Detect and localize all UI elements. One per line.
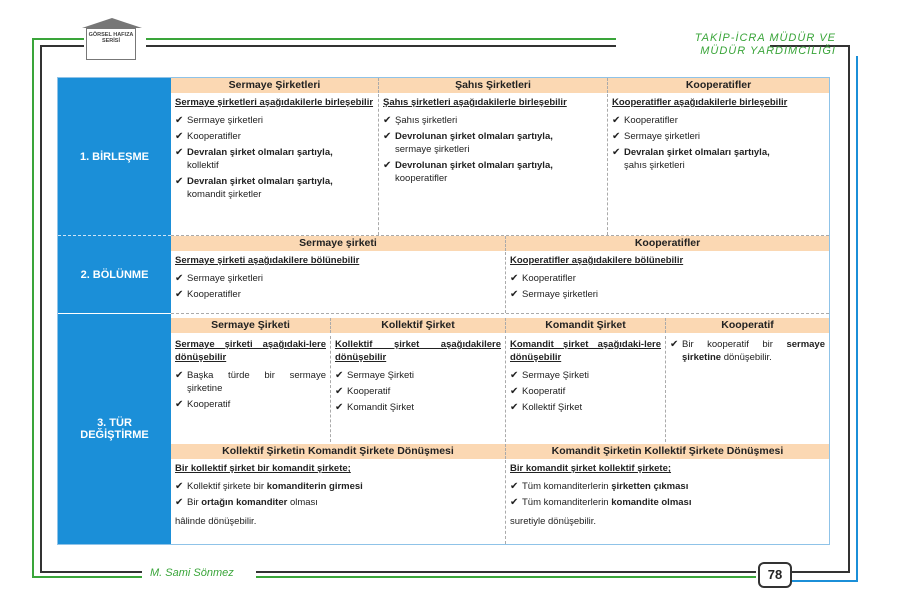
check-icon: ✔: [510, 386, 519, 397]
side-birlesme: [58, 78, 171, 236]
list-item: ✔ Devralan şirket olmaları şartıyla, şahıs şirketleri: [612, 147, 770, 171]
birlesme-sermaye-cell: [171, 94, 379, 235]
tur-label-1: 3. TÜR: [97, 417, 132, 429]
birlesme-header-sahis: Şahıs Şirketleri: [379, 78, 608, 93]
check-icon: ✔: [510, 273, 519, 284]
bolunme-sermaye-cell: [171, 252, 506, 313]
tur-sermaye-title: Sermaye şirketi aşağıdaki-lere dönüşebilir: [175, 339, 326, 363]
frame-green-left: [32, 38, 34, 578]
list-item: ✔ Başka türde bir sermaye şirketine: [175, 370, 326, 394]
tur-kooperatif-cell: [666, 336, 829, 442]
list-item: ✔ Tüm komanditerlerin şirketten çıkması: [510, 481, 689, 492]
check-icon: ✔: [383, 131, 392, 142]
tur-header-komandit: Komandit Şirket: [506, 318, 666, 333]
list-item: ✔ Kooperatifler: [510, 273, 576, 284]
list-item: ✔ Şahıs şirketleri: [383, 115, 458, 126]
list-item: ✔ Bir kooperatif bir sermaye şirketine dönüşebilir.: [670, 339, 825, 363]
tur-kollektif-komandit-cell: [171, 460, 506, 544]
frame-bottom-dark: [40, 571, 142, 573]
list-item: ✔ Kooperatifler: [175, 131, 241, 142]
birlesme-label: 1. BİRLEŞME: [79, 150, 150, 163]
bolunme-header-kooperatif: Kooperatifler: [506, 236, 829, 251]
frame-right-blue: [856, 56, 858, 582]
birlesme-kooperatif-title: Kooperatifler aşağıdakilerle birleşebilir: [612, 97, 788, 108]
header-title: [656, 32, 836, 58]
tur-header-kollektif-komandit: Kollektif Şirketin Komandit Şirkete Dönüşmesi: [171, 444, 506, 459]
check-icon: ✔: [175, 131, 184, 142]
side-tur: [58, 314, 171, 544]
main-table: [57, 77, 830, 545]
check-icon: ✔: [175, 273, 184, 284]
birlesme-sahis-title: Şahıs şirketleri aşağıdakilerle birleşebilir: [383, 97, 567, 108]
list-item: ✔ Kollektif şirkete bir komanditerin girmesi: [175, 481, 363, 492]
check-icon: ✔: [175, 497, 184, 508]
bolunme-header-sermaye: Sermaye şirketi: [171, 236, 506, 251]
tur-kollektif-komandit-title: Bir kollektif şirket bir komandit şirkete;: [175, 463, 351, 474]
check-icon: ✔: [175, 481, 184, 492]
frame-dark-left: [40, 45, 42, 573]
tur-komandit-kollektif-title: Bir komandit şirket kollektif şirkete;: [510, 463, 672, 474]
bolunme-sermaye-title: Sermaye şirketi aşağıdakilere bölünebilir: [175, 255, 360, 266]
check-icon: ✔: [383, 115, 392, 126]
frame-bottom-green: [32, 576, 142, 578]
page-number: 78: [758, 562, 792, 588]
list-item: ✔ Devrolunan şirket olmaları şartıyla, kooperatifler: [383, 160, 553, 184]
header-title-line2: MÜDÜR YARDIMCILIĞI: [700, 45, 836, 57]
birlesme-sahis-cell: [379, 94, 608, 235]
tur-komandit-title: Komandit şirket aşağıdaki-lere dönüşebilir: [510, 339, 661, 363]
check-icon: ✔: [510, 497, 519, 508]
author-name: M. Sami Sönmez: [150, 567, 234, 579]
check-icon: ✔: [175, 115, 184, 126]
check-icon: ✔: [335, 386, 344, 397]
list-item: ✔ Sermaye Şirketi: [335, 370, 415, 381]
check-icon: ✔: [510, 481, 519, 492]
list-item: ✔ Bir ortağın komanditer olması: [175, 497, 318, 508]
tur-header-kollektif: Kollektif Şirket: [331, 318, 506, 333]
check-icon: ✔: [175, 399, 184, 410]
birlesme-kooperatif-cell: [608, 94, 829, 235]
check-icon: ✔: [510, 289, 519, 300]
tur-header-komandit-kollektif: Komandit Şirketin Kollektif Şirkete Dönüşmesi: [506, 444, 829, 459]
list-item: ✔ Sermaye şirketleri: [612, 131, 701, 142]
side-bolunme: [58, 236, 171, 313]
header-title-line1: TAKİP-İCRA MÜDÜR VE: [694, 32, 836, 44]
tur-kollektif-komandit-end: hâlinde dönüşebilir.: [175, 516, 257, 527]
check-icon: ✔: [612, 131, 621, 142]
list-item: ✔ Kooperatifler: [175, 289, 241, 300]
list-item: ✔ Devrolunan şirket olmaları şartıyla, sermaye şirketleri: [383, 131, 553, 155]
bolunme-kooperatif-cell: [506, 252, 829, 313]
tur-sermaye-cell: [171, 336, 331, 442]
frame-bottom-dark-right: [256, 571, 756, 573]
tur-komandit-kollektif-cell: [506, 460, 829, 544]
list-item: ✔ Tüm komanditerlerin komandite olması: [510, 497, 692, 508]
check-icon: ✔: [670, 339, 679, 350]
list-item: ✔ Devralan şirket olmaları şartıyla, kollektif: [175, 147, 333, 171]
check-icon: ✔: [175, 176, 184, 187]
check-icon: ✔: [612, 115, 621, 126]
birlesme-header-kooperatif: Kooperatifler: [608, 78, 829, 93]
list-item: ✔ Kooperatif: [175, 399, 231, 410]
frame-right-dark: [848, 45, 850, 573]
frame-dark-top-right: [146, 45, 616, 47]
list-item: ✔ Kooperatifler: [612, 115, 678, 126]
frame-bottom-right: [790, 571, 850, 573]
list-item: ✔ Sermaye şirketleri: [175, 115, 264, 126]
tur-kollektif-title: Kollektif şirket aşağıdakilere dönüşebilir: [335, 339, 501, 363]
bolunme-label: 2. BÖLÜNME: [80, 268, 149, 281]
frame-dark-top: [40, 45, 84, 47]
tur-komandit-kollektif-end: suretiyle dönüşebilir.: [510, 516, 597, 527]
check-icon: ✔: [175, 147, 184, 158]
list-item: ✔ Sermaye şirketleri: [510, 289, 599, 300]
frame-green-top: [32, 38, 84, 40]
list-item: ✔ Sermaye şirketleri: [175, 273, 264, 284]
tur-header-kooperatif: Kooperatif: [666, 318, 829, 333]
list-item: ✔ Devralan şirket olmaları şartıyla, komandit şirketler: [175, 176, 333, 200]
list-item: ✔ Kollektif Şirket: [510, 402, 583, 413]
birlesme-header-sermaye: Sermaye Şirketleri: [171, 78, 379, 93]
birlesme-sermaye-title: Sermaye şirketleri aşağıdakilerle birleşebilir: [175, 97, 374, 108]
check-icon: ✔: [175, 289, 184, 300]
row-separator: [171, 313, 829, 314]
list-item: ✔ Sermaye Şirketi: [510, 370, 590, 381]
check-icon: ✔: [383, 160, 392, 171]
list-item: ✔ Kooperatif: [510, 386, 566, 397]
frame-bottom-green-right: [256, 576, 756, 578]
list-item: ✔ Kooperatif: [335, 386, 391, 397]
check-icon: ✔: [175, 370, 184, 381]
tur-komandit-cell: [506, 336, 666, 442]
check-icon: ✔: [612, 147, 621, 158]
logo-text: GÖRSEL HAFIZA SERİSİ: [86, 28, 136, 60]
check-icon: ✔: [335, 370, 344, 381]
list-item: ✔ Komandit Şirket: [335, 402, 415, 413]
check-icon: ✔: [510, 402, 519, 413]
tur-header-sermaye: Sermaye Şirketi: [171, 318, 331, 333]
tur-label-2: DEĞİŞTİRME: [80, 429, 149, 441]
tur-kollektif-cell: [331, 336, 506, 442]
check-icon: ✔: [335, 402, 344, 413]
series-logo: [82, 18, 142, 62]
check-icon: ✔: [510, 370, 519, 381]
frame-green-top-right: [146, 38, 616, 40]
bolunme-kooperatif-title: Kooperatifler aşağıdakilere bölünebilir: [510, 255, 684, 266]
frame-bottom-right-blue: [790, 580, 858, 582]
